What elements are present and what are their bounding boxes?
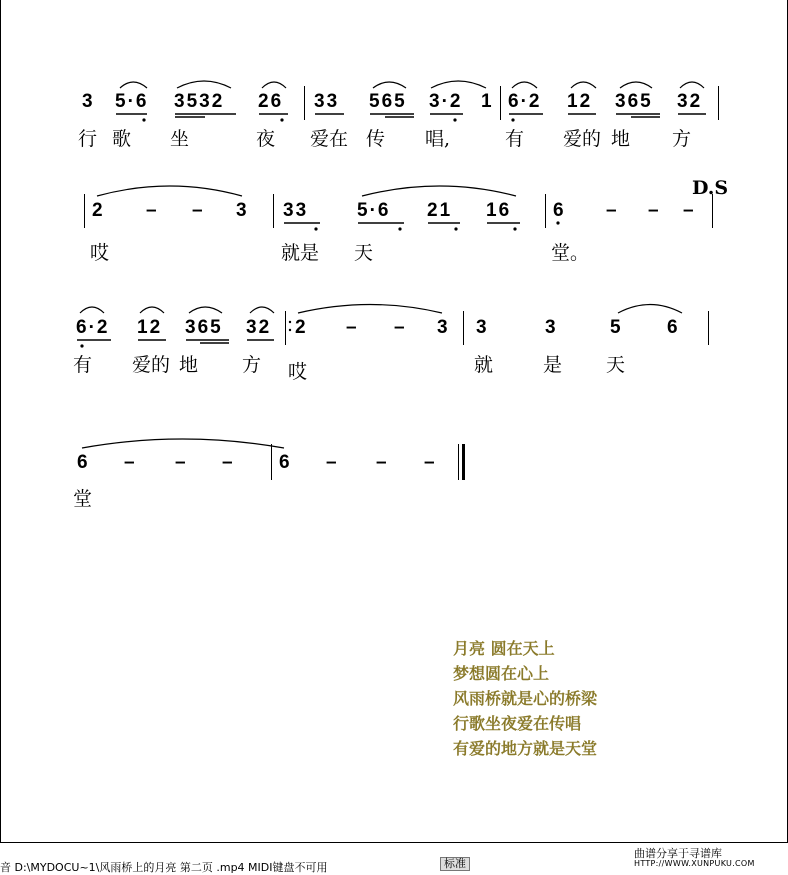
note: – (175, 452, 186, 473)
bar-line (712, 194, 713, 228)
standard-button[interactable]: 标准 (440, 857, 470, 871)
lyric: 哎 (288, 361, 308, 383)
note: 3532 (174, 91, 225, 112)
note: 6 (667, 317, 678, 338)
note: – (376, 452, 387, 473)
note: 5 (610, 317, 621, 338)
lyric: 有 (505, 128, 525, 150)
lyric: 就是 (281, 242, 320, 264)
credit-text: 曲谱分享于寻谱库 (634, 847, 722, 860)
note: – (124, 452, 135, 473)
summary-line: 梦想圆在心上 (453, 664, 550, 683)
note: 5·6 (115, 91, 149, 112)
note: 3 (545, 317, 556, 338)
note: 21 (427, 200, 453, 221)
lyric: 堂 (73, 488, 93, 510)
note: 32 (246, 317, 272, 338)
lyric-summary (453, 636, 597, 761)
page-left-border (0, 0, 1, 842)
note: 365 (615, 91, 653, 112)
final-bar-thin (458, 444, 459, 480)
ds-mark: D.S (692, 177, 729, 199)
lyric: 地 (179, 354, 199, 376)
bar-line (271, 444, 272, 480)
bar-line (500, 86, 501, 120)
note: – (192, 200, 203, 221)
lyric: 堂。 (551, 242, 590, 264)
note: – (394, 317, 405, 338)
note: 3·2 (429, 91, 463, 112)
note: – (222, 452, 233, 473)
note: 2 (92, 200, 103, 221)
status-toolbar (440, 857, 470, 871)
note: 5·6 (357, 200, 391, 221)
note: 6·2 (76, 317, 110, 338)
note: 12 (137, 317, 163, 338)
bar-line (304, 86, 305, 120)
summary-line: 月亮 圆在天上 (453, 639, 555, 658)
note: 33 (314, 91, 340, 112)
note: 32 (677, 91, 703, 112)
lyric: 天 (354, 242, 374, 264)
note: 6 (279, 452, 290, 473)
note: 3 (437, 317, 448, 338)
summary-line: 行歌坐夜爱在传唱 (453, 714, 582, 733)
summary-line: 风雨桥就是心的桥梁 (453, 689, 598, 708)
lyric: 哎 (90, 242, 110, 264)
note: 6·2 (508, 91, 542, 112)
lyric: 歌 (112, 128, 132, 150)
page-bottom-border (0, 842, 788, 843)
lyric: 是 (543, 354, 563, 376)
note: – (326, 452, 337, 473)
note: 6 (553, 200, 564, 221)
bar-line (463, 311, 464, 345)
lyric: 爱的 (563, 128, 602, 150)
final-bar-thick (462, 444, 465, 480)
note: 33 (283, 200, 309, 221)
note: 6 (77, 452, 88, 473)
note: 3 (236, 200, 247, 221)
bar-line (285, 311, 286, 345)
note: – (346, 317, 357, 338)
lyric: 方 (672, 128, 692, 150)
lyric: 地 (611, 128, 631, 150)
note: – (606, 200, 617, 221)
note: 3 (82, 91, 93, 112)
lyric: 就 (474, 354, 494, 376)
note: – (648, 200, 659, 221)
lyric: 夜 (256, 128, 276, 150)
lyric: 传 (366, 128, 386, 150)
summary-line: 有爱的地方就是天堂 (453, 739, 598, 758)
note: 365 (185, 317, 223, 338)
note: 565 (369, 91, 407, 112)
credit-url: HTTP://WWW.XUNPUKU.COM (634, 859, 755, 868)
lyric: 天 (606, 354, 626, 376)
note: 3 (476, 317, 487, 338)
lyric: 方 (242, 354, 262, 376)
lyric: 爱在 (310, 128, 349, 150)
bar-line (84, 194, 85, 228)
bar-line (273, 194, 274, 228)
note: 16 (486, 200, 512, 221)
note: – (424, 452, 435, 473)
note: – (146, 200, 157, 221)
lyric: 行 (78, 128, 98, 150)
status-bar-text: 音 D:\MYDOCU~1\风雨桥上的月亮 第二页 .mp4 MIDI键盘不可用 (0, 861, 328, 874)
bar-line (708, 311, 709, 345)
note: 12 (567, 91, 593, 112)
lyric: 爱的 (132, 354, 171, 376)
bar-line (545, 194, 546, 228)
note: 2 (295, 317, 306, 338)
note: 26 (258, 91, 284, 112)
note: 1 (481, 91, 492, 112)
bar-line (718, 86, 719, 120)
lyric: 唱, (425, 128, 451, 150)
lyric: 有 (73, 354, 93, 376)
note: – (683, 200, 694, 221)
lyric: 坐 (170, 128, 190, 150)
